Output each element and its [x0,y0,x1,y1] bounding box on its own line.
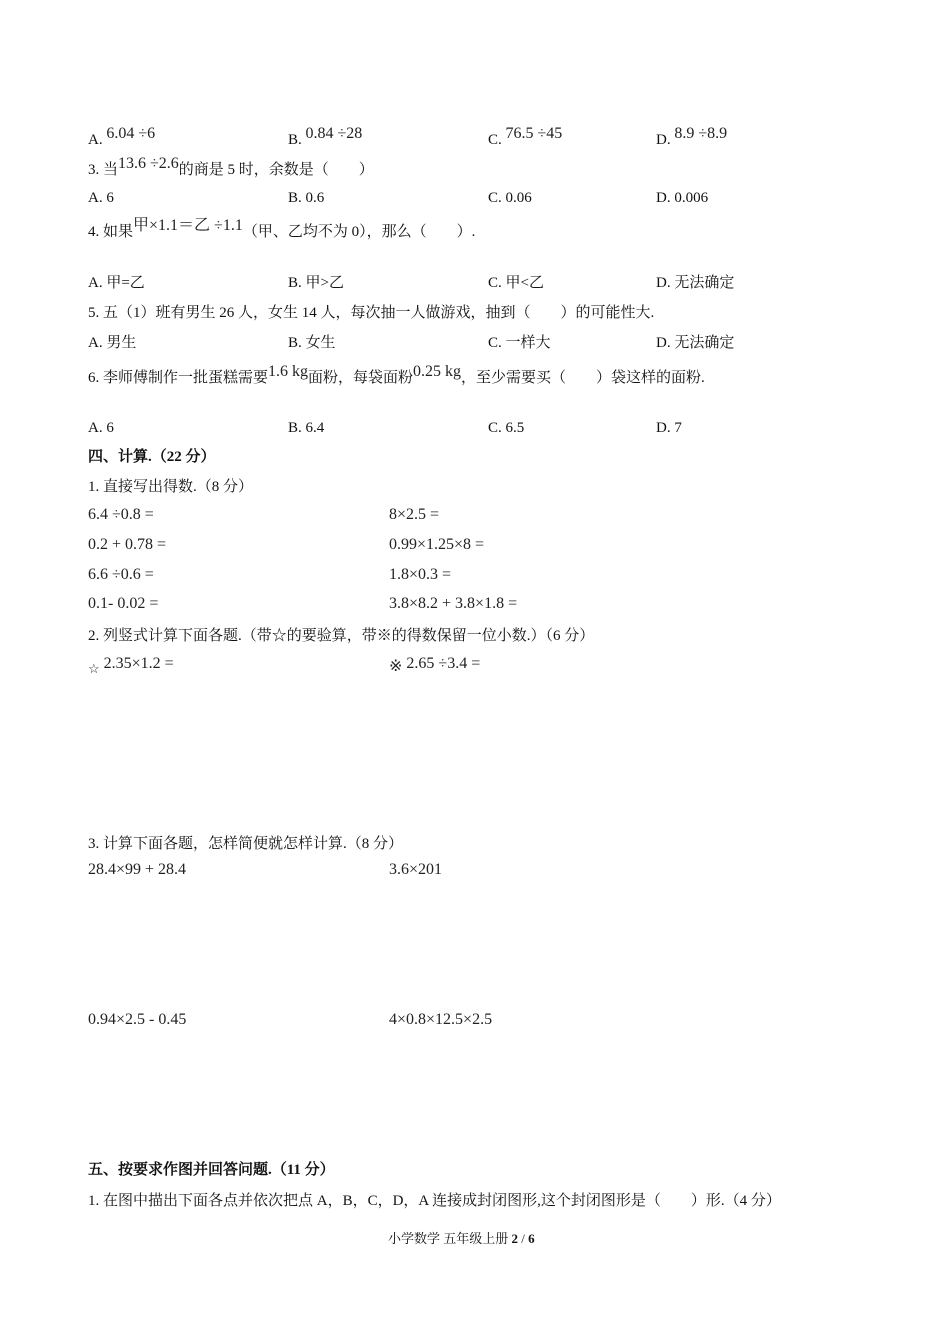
q3-option-b: B. 0.6 [288,190,325,206]
q5-option-a: A. 男生 [88,335,137,351]
q5-option-d: D. 无法确定 [656,335,735,351]
simplify-item: 28.4×99 + 28.4 [88,861,187,878]
option-expression: 8.9 ÷8.9 [674,125,728,142]
q4-option-b: B. 甲>乙 [288,275,344,291]
part-3-title: 3. 计算下面各题，怎样简便就怎样计算.（8 分） [88,836,404,852]
question-text: ，至少需要买（ ）袋这样的面粉. [461,370,705,386]
option-expression: 76.5 ÷45 [505,125,563,142]
calc-item: 0.99×1.25×8 = [389,536,485,553]
question-text: 4. 如果 [88,224,134,240]
q5-option-b: B. 女生 [288,335,336,351]
q2-option-b [288,125,363,150]
q3-option-c: C. 0.06 [488,190,532,206]
q3-option-a: A. 6 [88,190,114,206]
q4-option-c: C. 甲<乙 [488,275,544,291]
q5-option-c: C. 一样大 [488,335,551,351]
q6-option-d: D. 7 [656,420,682,436]
option-letter: B. [288,132,302,148]
star-icon: ☆ [88,661,100,676]
question-text: （甲、乙均不为 0），那么（ ）. [242,224,476,240]
option-letter: C. [488,132,502,148]
q3-option-d: D. 0.006 [656,190,709,206]
q2-option-d [656,125,728,150]
calc-expression: 2.65 ÷3.4 = [406,655,481,672]
question-expression: 13.6 ÷2.6 [118,155,179,172]
question-text: 面粉，每袋面粉 [308,370,414,386]
q6-option-c: C. 6.5 [488,420,525,436]
option-letter: A. [88,132,103,148]
simplify-item: 4×0.8×12.5×2.5 [389,1011,493,1028]
question-5: 5. 五（1）班有男生 26 人，女生 14 人，每次抽一人做游戏，抽到（ ）的可能性大. [88,305,655,321]
q6-option-a: A. 6 [88,420,114,436]
vertical-calc-left [88,654,174,674]
footer-page-number: 2 [511,1231,519,1246]
q4-option-a: A. 甲=乙 [88,275,145,291]
footer-subject: 小学数学 五年级上册 [388,1231,509,1246]
vertical-calc-right [389,654,480,674]
footer-separator: / [518,1231,529,1246]
question-expression: 0.25 kg [413,363,462,380]
calc-item: 6.6 ÷0.6 = [88,566,154,583]
calc-item: 6.4 ÷0.8 = [88,506,154,523]
q6-option-b: B. 6.4 [288,420,325,436]
question-expression: 1.6 kg [268,363,309,380]
question-text: 3. 当 [88,162,119,178]
q4-option-d: D. 无法确定 [656,275,735,291]
section-5-question-1: 1. 在图中描出下面各点并依次把点 A，B，C，D，A 连接成封闭图形,这个封闭图形是（ ）形.（4 分） [88,1193,781,1209]
page-footer [388,1229,535,1249]
question-6 [88,363,705,388]
question-text: 的商是 5 时，余数是（ ） [178,162,374,178]
calc-item: 1.8×0.3 = [389,566,452,583]
section-4-title: 四、计算.（22 分） [88,449,216,465]
reference-mark-icon: ※ [389,658,403,675]
q2-option-a [88,125,156,150]
section-5-title: 五、按要求作图并回答问题.（11 分） [88,1162,335,1178]
q2-option-c [488,125,563,150]
calc-item: 3.8×8.2 + 3.8×1.8 = [389,595,518,612]
option-expression: 0.84 ÷28 [305,125,363,142]
part-1-title: 1. 直接写出得数.（8 分） [88,479,254,495]
part-2-title: 2. 列竖式计算下面各题.（带☆的要验算，带※的得数保留一位小数.）（6 分） [88,628,595,644]
simplify-item: 0.94×2.5 - 0.45 [88,1011,187,1028]
calc-item: 0.2 + 0.78 = [88,536,167,553]
question-text: 6. 李师傅制作一批蛋糕需要 [88,370,269,386]
simplify-item: 3.6×201 [389,861,443,878]
calc-item: 8×2.5 = [389,506,440,523]
option-expression: 6.04 ÷6 [106,125,156,142]
calc-expression: 2.35×1.2 = [103,655,174,672]
question-3 [88,155,374,180]
option-letter: D. [656,132,671,148]
question-expression: 甲×1.1＝乙 ÷1.1 [133,217,243,234]
footer-page-total: 6 [528,1231,535,1246]
calc-item: 0.1- 0.02 = [88,595,159,612]
question-4 [88,217,476,242]
